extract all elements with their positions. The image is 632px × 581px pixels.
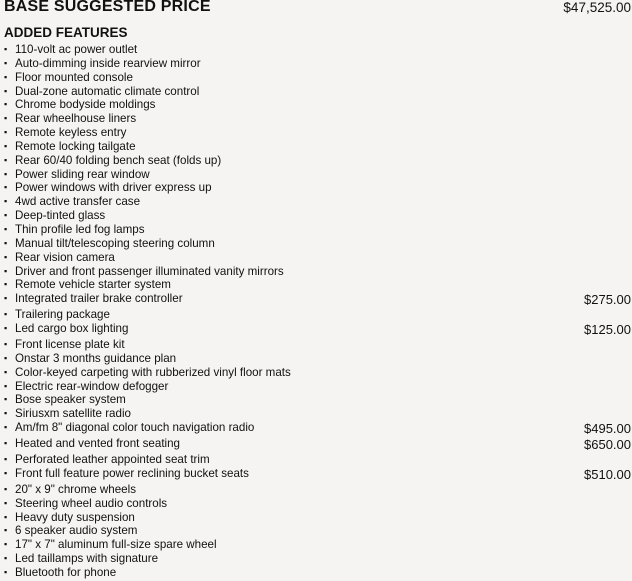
- bullet-icon: ▪: [4, 408, 8, 419]
- feature-label: 4wd active transfer case: [15, 195, 141, 209]
- bullet-icon: ▪: [4, 567, 8, 577]
- feature-label: Power windows with driver express up: [15, 181, 212, 195]
- feature-item: [4, 322, 631, 338]
- feature-label: Siriusxm satellite radio: [15, 407, 131, 421]
- feature-price: $275.00: [584, 292, 631, 308]
- feature-item: [4, 308, 631, 322]
- feature-label: Bluetooth for phone: [15, 566, 117, 579]
- bullet-icon: ▪: [4, 293, 8, 304]
- feature-label: Front license plate kit: [15, 338, 125, 352]
- feature-label: Chrome bodyside moldings: [15, 98, 156, 112]
- feature-label: Deep-tinted glass: [15, 209, 106, 223]
- bullet-icon: ▪: [4, 71, 8, 82]
- feature-label: Color-keyed carpeting with rubberized vinyl floor mats: [15, 365, 291, 379]
- feature-label: Onstar 3 months guidance plan: [15, 351, 177, 365]
- feature-label: Floor mounted console: [15, 70, 133, 84]
- feature-item: [4, 292, 631, 308]
- feature-item: [4, 265, 631, 279]
- added-features-list: [4, 43, 631, 580]
- feature-label: Led taillamps with signature: [15, 552, 159, 566]
- base-price-row: [4, 0, 631, 18]
- bullet-icon: ▪: [4, 168, 8, 179]
- base-price-title: BASE SUGGESTED PRICE: [4, 0, 211, 15]
- feature-label: Rear wheelhouse liners: [15, 112, 137, 126]
- feature-label: 20" x 9" chrome wheels: [15, 482, 137, 496]
- bullet-icon: ▪: [4, 182, 8, 193]
- feature-item: [4, 140, 631, 154]
- feature-label: Heavy duty suspension: [15, 510, 135, 524]
- feature-item: [4, 437, 631, 453]
- feature-item: [4, 237, 631, 251]
- bullet-icon: ▪: [4, 454, 8, 465]
- feature-item: [4, 538, 631, 552]
- feature-item: [4, 566, 631, 580]
- feature-label: Steering wheel audio controls: [15, 496, 168, 510]
- feature-label: Electric rear-window defogger: [15, 379, 169, 393]
- feature-price: $125.00: [584, 322, 631, 338]
- feature-item: [4, 195, 631, 209]
- base-price-value: $47,525.00: [563, 0, 631, 15]
- feature-item: [4, 209, 631, 223]
- bullet-icon: ▪: [4, 352, 8, 363]
- feature-item: [4, 251, 631, 265]
- bullet-icon: ▪: [4, 394, 8, 405]
- feature-label: Am/fm 8" diagonal color touch navigation radio: [15, 421, 255, 435]
- bullet-icon: ▪: [4, 113, 8, 124]
- feature-label: Power sliding rear window: [15, 167, 150, 181]
- feature-label: 6 speaker audio system: [15, 524, 138, 538]
- feature-price: $510.00: [584, 466, 631, 482]
- feature-item: [4, 154, 631, 168]
- feature-label: Dual-zone automatic climate control: [15, 84, 200, 98]
- bullet-icon: ▪: [4, 511, 8, 522]
- bullet-icon: ▪: [4, 140, 8, 151]
- feature-label: 110-volt ac power outlet: [15, 43, 138, 56]
- feature-item: [4, 380, 631, 394]
- feature-label: Bose speaker system: [15, 393, 126, 407]
- bullet-icon: ▪: [4, 127, 8, 138]
- bullet-icon: ▪: [4, 223, 8, 234]
- feature-label: Auto-dimming inside rearview mirror: [15, 56, 201, 70]
- feature-item: [4, 467, 631, 483]
- feature-item: [4, 71, 631, 85]
- feature-item: [4, 112, 631, 126]
- feature-label: 17" x 7" aluminum full-size spare wheel: [15, 538, 217, 552]
- feature-label: Integrated trailer brake controller: [15, 292, 183, 306]
- feature-item: [4, 85, 631, 99]
- feature-label: Manual tilt/telescoping steering column: [15, 236, 215, 250]
- bullet-icon: ▪: [4, 210, 8, 221]
- feature-item: [4, 393, 631, 407]
- bullet-icon: ▪: [4, 251, 8, 262]
- feature-item: [4, 483, 631, 497]
- bullet-icon: ▪: [4, 380, 8, 391]
- feature-label: Rear 60/40 folding bench seat (folds up): [15, 153, 222, 167]
- feature-label: Perforated leather appointed seat trim: [15, 453, 210, 467]
- feature-price: $650.00: [584, 437, 631, 453]
- feature-item: [4, 552, 631, 566]
- feature-item: [4, 421, 631, 437]
- bullet-icon: ▪: [4, 44, 8, 54]
- bullet-icon: ▪: [4, 237, 8, 248]
- feature-item: [4, 168, 631, 182]
- bullet-icon: ▪: [4, 154, 8, 165]
- feature-label: Remote locking tailgate: [15, 139, 136, 153]
- feature-item: [4, 181, 631, 195]
- feature-label: Remote vehicle starter system: [15, 278, 171, 292]
- feature-item: [4, 511, 631, 525]
- feature-label: Rear vision camera: [15, 250, 115, 264]
- feature-label: Led cargo box lighting: [15, 322, 129, 336]
- bullet-icon: ▪: [4, 539, 8, 550]
- feature-item: [4, 352, 631, 366]
- feature-item: [4, 497, 631, 511]
- feature-item: [4, 57, 631, 71]
- bullet-icon: ▪: [4, 553, 8, 564]
- feature-item: [4, 223, 631, 237]
- bullet-icon: ▪: [4, 525, 8, 536]
- bullet-icon: ▪: [4, 279, 8, 290]
- bullet-icon: ▪: [4, 339, 8, 350]
- feature-item: [4, 98, 631, 112]
- bullet-icon: ▪: [4, 366, 8, 377]
- bullet-icon: ▪: [4, 467, 8, 478]
- feature-label: Driver and front passenger illuminated vanity mirrors: [15, 264, 284, 278]
- feature-item: [4, 43, 631, 57]
- feature-price: $495.00: [584, 421, 631, 437]
- feature-item: [4, 524, 631, 538]
- feature-label: Trailering package: [15, 308, 110, 322]
- bullet-icon: ▪: [4, 57, 8, 68]
- feature-label: Remote keyless entry: [15, 126, 127, 140]
- bullet-icon: ▪: [4, 309, 8, 320]
- feature-label: Thin profile led fog lamps: [15, 222, 145, 236]
- feature-item: [4, 407, 631, 421]
- feature-item: [4, 453, 631, 467]
- bullet-icon: ▪: [4, 99, 8, 110]
- feature-label: Front full feature power reclining bucket seats: [15, 466, 249, 480]
- feature-label: Heated and vented front seating: [15, 437, 181, 451]
- bullet-icon: ▪: [4, 196, 8, 207]
- bullet-icon: ▪: [4, 265, 8, 276]
- feature-item: [4, 338, 631, 352]
- feature-item: [4, 126, 631, 140]
- feature-item: [4, 366, 631, 380]
- bullet-icon: ▪: [4, 422, 8, 433]
- added-features-title: ADDED FEATURES: [4, 25, 128, 40]
- bullet-icon: ▪: [4, 497, 8, 508]
- bullet-icon: ▪: [4, 85, 8, 96]
- feature-item: [4, 278, 631, 292]
- bullet-icon: ▪: [4, 483, 8, 494]
- bullet-icon: ▪: [4, 323, 8, 334]
- bullet-icon: ▪: [4, 438, 8, 449]
